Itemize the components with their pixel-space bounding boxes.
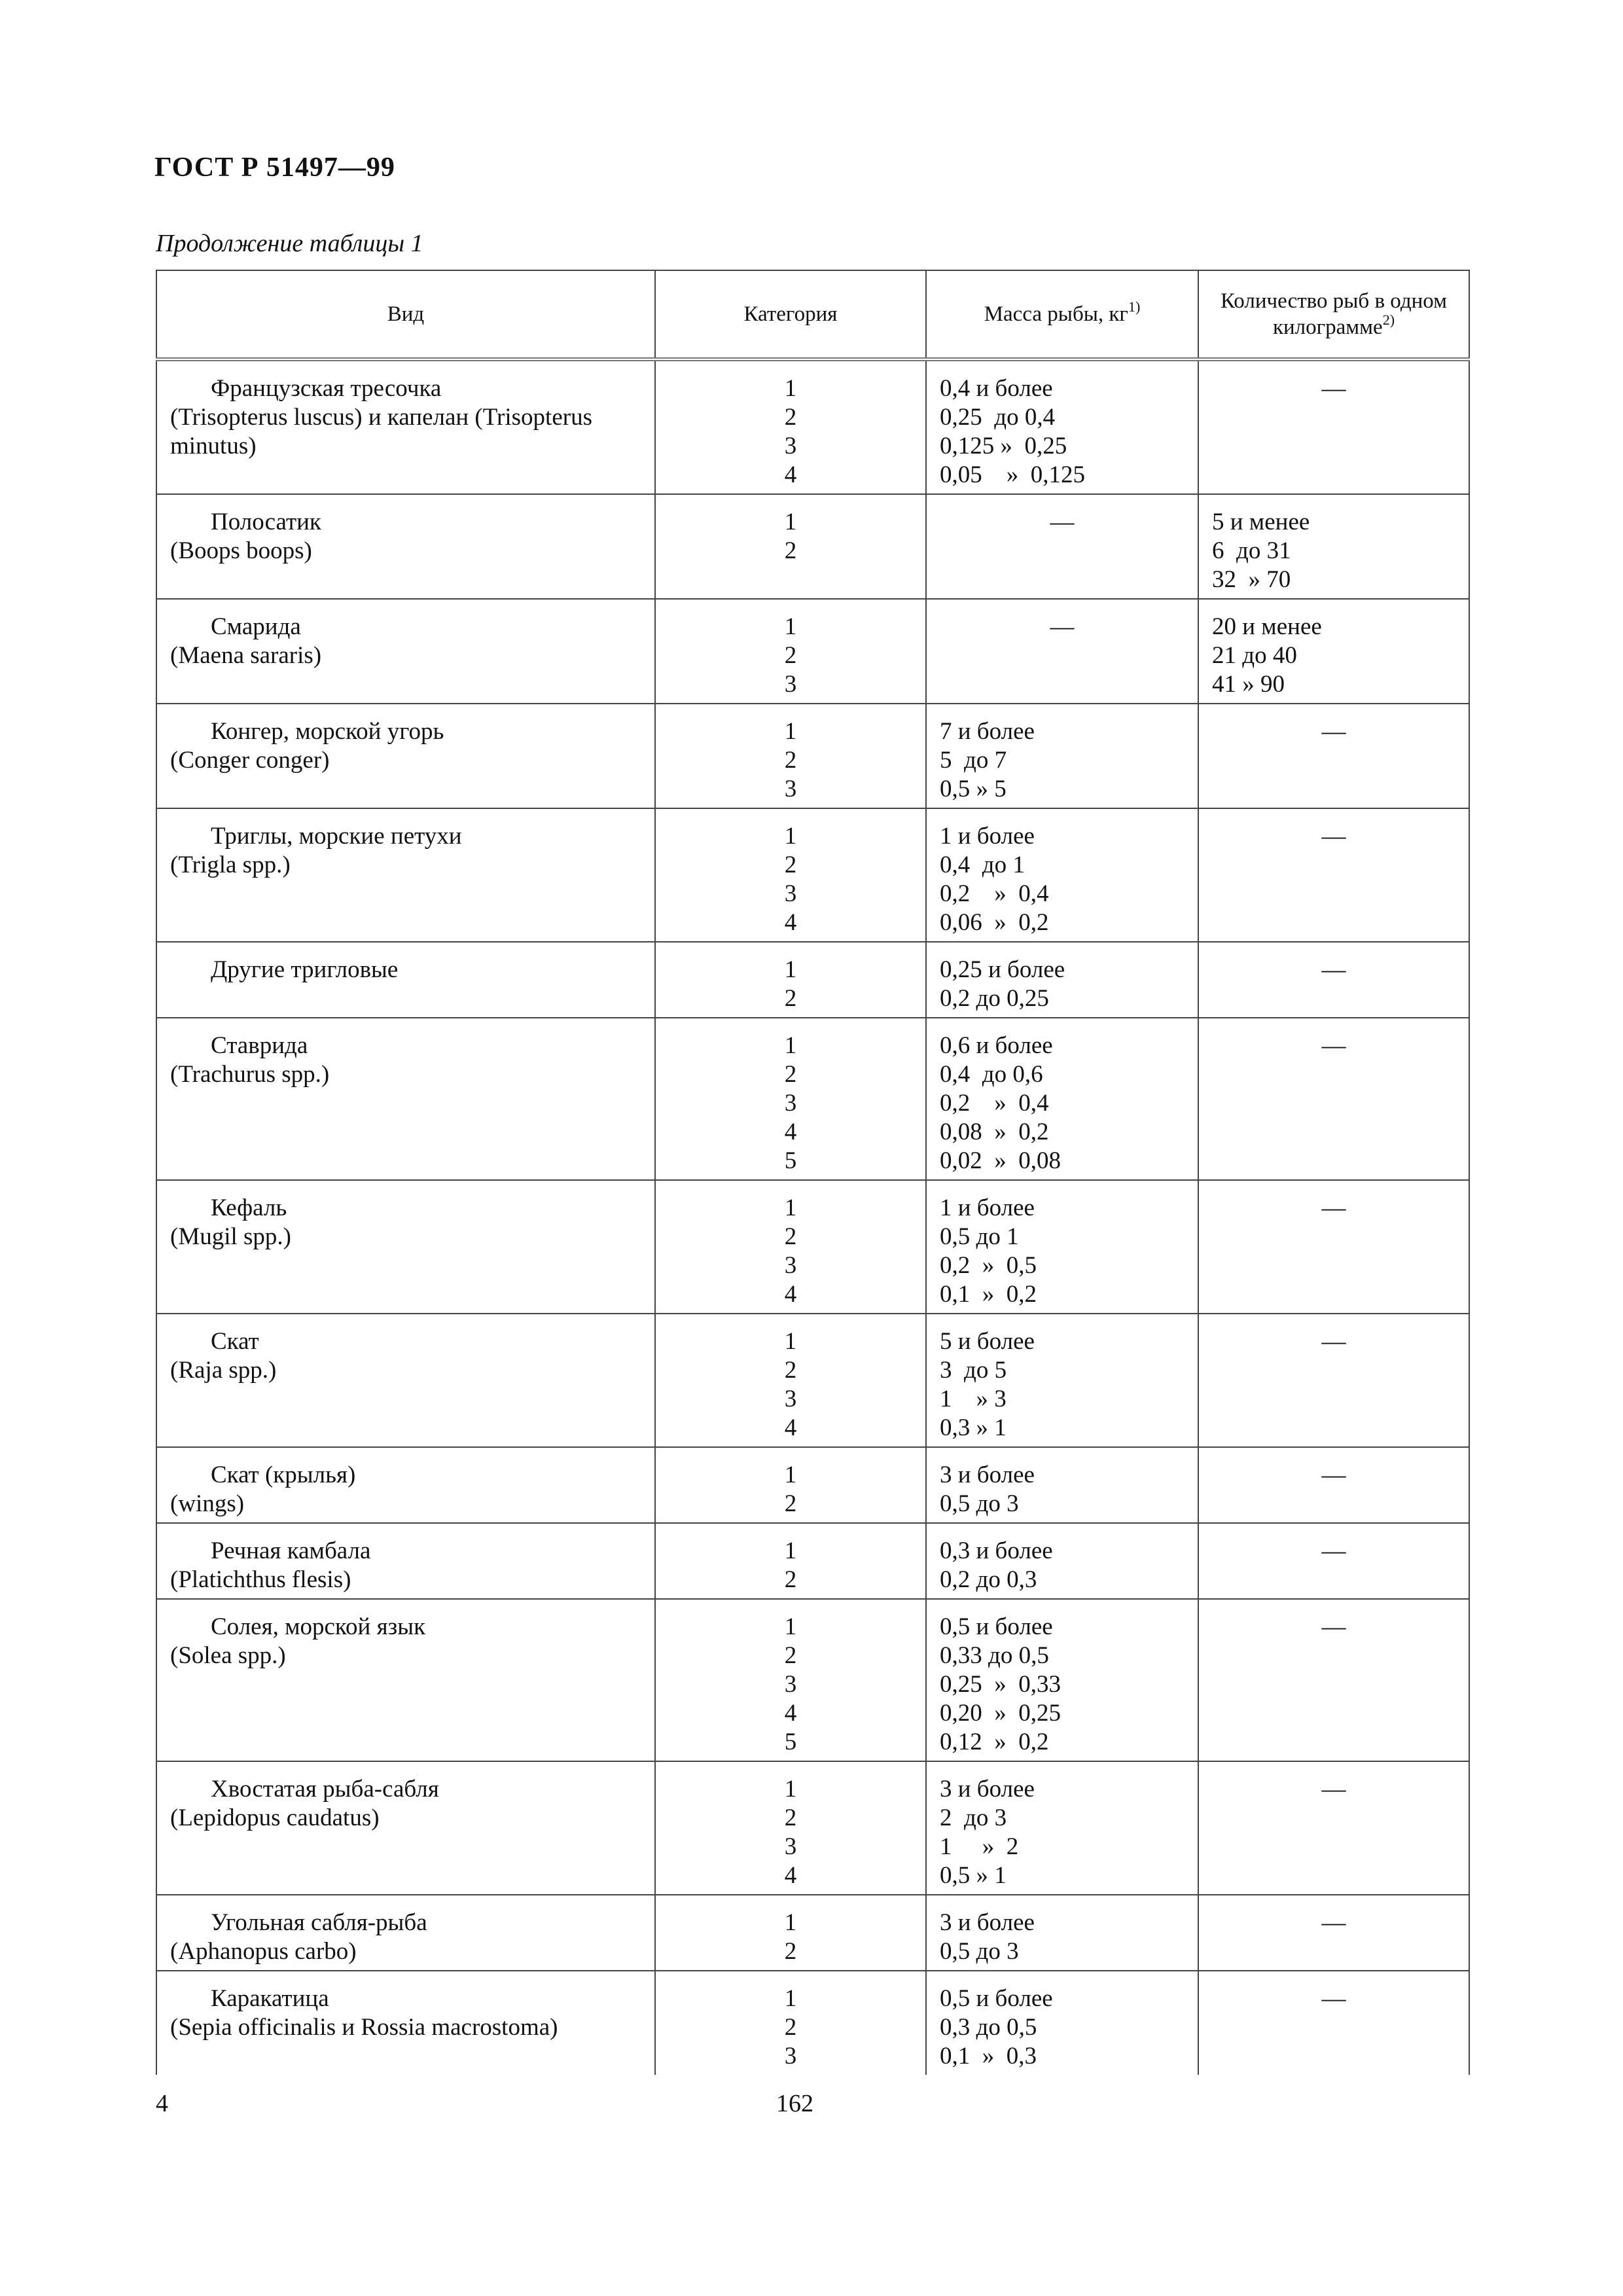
species-latin-name: (Maena sararis) bbox=[170, 642, 322, 669]
count-dash-cell bbox=[1198, 1447, 1469, 1523]
category-value: 5 bbox=[784, 1729, 797, 1755]
page-number-left: 4 bbox=[156, 2090, 168, 2117]
category-value: 2 bbox=[784, 1357, 797, 1384]
species-name: Полосатик bbox=[211, 509, 321, 535]
table-row bbox=[156, 359, 1469, 494]
species-name: Смарида bbox=[211, 613, 301, 640]
count-dash-cell bbox=[1198, 942, 1469, 1018]
mass-range: 0,2 до 0,25 bbox=[940, 985, 1049, 1012]
category-value: 4 bbox=[784, 1281, 797, 1308]
count-dash-cell bbox=[1198, 359, 1469, 494]
column-header-species: Вид bbox=[156, 270, 655, 359]
mass-range: 0,05 » 0,125 bbox=[940, 461, 1085, 488]
mass-cell bbox=[926, 1761, 1198, 1895]
species-name: Конгер, морской угорь bbox=[211, 718, 444, 745]
species-latin-name: (Boops boops) bbox=[170, 537, 312, 564]
mass-range: 0,02 » 0,08 bbox=[940, 1147, 1061, 1174]
table-row bbox=[156, 1447, 1469, 1523]
category-value: 1 bbox=[784, 956, 797, 983]
mass-range: 0,4 до 1 bbox=[940, 852, 1025, 878]
mass-cell bbox=[926, 1180, 1198, 1314]
species-name: Скат (крылья) bbox=[211, 1462, 356, 1488]
category-value: 2 bbox=[784, 404, 797, 431]
species-cell bbox=[156, 1018, 655, 1180]
table-row bbox=[156, 1895, 1469, 1971]
empty-dash: — bbox=[1321, 1032, 1346, 1059]
table-row bbox=[156, 942, 1469, 1018]
species-cell bbox=[156, 704, 655, 808]
column-header-count: Количество рыб в одном килограмме$^{2)}$ bbox=[1198, 270, 1469, 359]
category-value: 2 bbox=[784, 985, 797, 1012]
count-dash-cell bbox=[1198, 704, 1469, 808]
table-header-row bbox=[156, 270, 1469, 359]
count-dash-cell bbox=[1198, 1599, 1469, 1761]
species-name: Солея, морской язык bbox=[211, 1613, 426, 1640]
mass-range: 5 и более bbox=[940, 1328, 1035, 1355]
category-cell bbox=[655, 359, 926, 494]
category-value: 3 bbox=[784, 1252, 797, 1279]
species-name: Угольная сабля-рыба bbox=[211, 1909, 427, 1936]
species-latin-name: (Raja spp.) bbox=[170, 1357, 277, 1384]
mass-range: 0,1 » 0,2 bbox=[940, 1281, 1037, 1308]
category-value: 3 bbox=[784, 880, 797, 907]
category-value: 1 bbox=[784, 1032, 797, 1059]
mass-range: 3 и более bbox=[940, 1776, 1035, 1803]
category-value: 3 bbox=[784, 1833, 797, 1860]
species-cell bbox=[156, 1314, 655, 1447]
species-cell bbox=[156, 1523, 655, 1599]
mass-range: 0,12 » 0,2 bbox=[940, 1729, 1049, 1755]
table-row bbox=[156, 1523, 1469, 1599]
category-value: 3 bbox=[784, 776, 797, 802]
category-value: 1 bbox=[784, 509, 797, 535]
mass-cell bbox=[926, 1971, 1198, 2075]
species-latin-name: (Trigla spp.) bbox=[170, 852, 291, 878]
mass-range: 0,33 до 0,5 bbox=[940, 1642, 1049, 1669]
mass-cell bbox=[926, 704, 1198, 808]
count-range: 32 » 70 bbox=[1212, 566, 1291, 593]
empty-dash: — bbox=[1321, 1194, 1346, 1221]
species-latin-name: (Sepia officinalis и Rossia macrostoma) bbox=[170, 2014, 558, 2041]
species-cell bbox=[156, 942, 655, 1018]
empty-dash: — bbox=[1321, 718, 1346, 745]
category-cell bbox=[655, 942, 926, 1018]
mass-range: 0,5 до 1 bbox=[940, 1223, 1019, 1250]
mass-range: 1 » 3 bbox=[940, 1386, 1007, 1412]
mass-range: 0,25 » 0,33 bbox=[940, 1671, 1061, 1698]
mass-dash-cell bbox=[926, 494, 1198, 599]
species-latin-name: (Platichthus flesis) bbox=[170, 1566, 351, 1593]
mass-range: 0,2 » 0,4 bbox=[940, 1090, 1049, 1117]
table-body bbox=[156, 359, 1469, 2075]
count-range: 41 » 90 bbox=[1212, 671, 1285, 698]
mass-range: 0,08 » 0,2 bbox=[940, 1119, 1049, 1145]
species-cell bbox=[156, 1761, 655, 1895]
count-range: 5 и менее bbox=[1212, 509, 1310, 535]
mass-range: 0,3 до 0,5 bbox=[940, 2014, 1037, 2041]
count-dash-cell bbox=[1198, 1314, 1469, 1447]
table-caption: Продолжение таблицы 1 bbox=[156, 230, 423, 257]
species-cell bbox=[156, 1599, 655, 1761]
footnote-marker: 2) bbox=[1382, 312, 1395, 328]
category-value: 1 bbox=[784, 1194, 797, 1221]
category-cell bbox=[655, 1895, 926, 1971]
species-name: Хвостатая рыба-сабля bbox=[211, 1776, 439, 1803]
empty-dash: — bbox=[1321, 1985, 1346, 2012]
mass-range: 0,25 и более bbox=[940, 956, 1065, 983]
mass-cell bbox=[926, 942, 1198, 1018]
category-cell bbox=[655, 494, 926, 599]
species-cell bbox=[156, 359, 655, 494]
species-latin-name: (Aphanopus carbo) bbox=[170, 1938, 357, 1965]
category-value: 2 bbox=[784, 747, 797, 774]
empty-dash: — bbox=[1321, 1909, 1346, 1936]
mass-cell bbox=[926, 1314, 1198, 1447]
count-cell bbox=[1198, 494, 1469, 599]
species-cell bbox=[156, 808, 655, 942]
mass-dash-cell bbox=[926, 599, 1198, 704]
count-range: 21 до 40 bbox=[1212, 642, 1297, 669]
species-latin-name: (Conger conger) bbox=[170, 747, 330, 774]
count-dash-cell bbox=[1198, 1180, 1469, 1314]
count-dash-cell bbox=[1198, 1895, 1469, 1971]
category-value: 1 bbox=[784, 823, 797, 850]
category-cell bbox=[655, 1018, 926, 1180]
empty-dash: — bbox=[1321, 1613, 1346, 1640]
mass-range: 0,25 до 0,4 bbox=[940, 404, 1056, 431]
table-row bbox=[156, 1314, 1469, 1447]
mass-range: 0,125 » 0,25 bbox=[940, 433, 1067, 459]
empty-dash: — bbox=[1321, 956, 1346, 983]
table-row bbox=[156, 1599, 1469, 1761]
empty-dash: — bbox=[1321, 1462, 1346, 1488]
species-name: Французская тресочка bbox=[211, 375, 442, 402]
table-row bbox=[156, 494, 1469, 599]
category-value: 5 bbox=[784, 1147, 797, 1174]
mass-range: 1 и более bbox=[940, 823, 1035, 850]
mass-cell bbox=[926, 1599, 1198, 1761]
mass-range: 0,5 и более bbox=[940, 1985, 1053, 2012]
mass-range: 0,5 » 1 bbox=[940, 1862, 1007, 1889]
category-value: 1 bbox=[784, 1776, 797, 1803]
category-value: 4 bbox=[784, 1862, 797, 1889]
species-latin-name: (wings) bbox=[170, 1490, 245, 1517]
mass-range: 0,5 » 5 bbox=[940, 776, 1007, 802]
mass-range: 0,06 » 0,2 bbox=[940, 909, 1049, 936]
category-value: 1 bbox=[784, 613, 797, 640]
mass-range: 3 и более bbox=[940, 1909, 1035, 1936]
mass-cell bbox=[926, 1523, 1198, 1599]
mass-range: 2 до 3 bbox=[940, 1804, 1007, 1831]
mass-range: 0,5 до 3 bbox=[940, 1938, 1019, 1965]
category-cell bbox=[655, 599, 926, 704]
species-name: Триглы, морские петухи bbox=[211, 823, 462, 850]
empty-dash: — bbox=[1321, 1776, 1346, 1803]
mass-range: 0,2 » 0,4 bbox=[940, 880, 1049, 907]
footnote-marker: 1) bbox=[1128, 298, 1141, 315]
empty-dash: — bbox=[1050, 613, 1075, 640]
category-value: 3 bbox=[784, 1386, 797, 1412]
category-value: 2 bbox=[784, 642, 797, 669]
table-row bbox=[156, 599, 1469, 704]
category-value: 1 bbox=[784, 1537, 797, 1564]
category-value: 2 bbox=[784, 1490, 797, 1517]
count-dash-cell bbox=[1198, 1523, 1469, 1599]
empty-dash: — bbox=[1321, 1328, 1346, 1355]
page-number-center: 162 bbox=[776, 2090, 813, 2117]
category-cell bbox=[655, 808, 926, 942]
species-name: Скат bbox=[211, 1328, 259, 1355]
count-dash-cell bbox=[1198, 1971, 1469, 2075]
table-row bbox=[156, 1761, 1469, 1895]
category-value: 3 bbox=[784, 1671, 797, 1698]
empty-dash: — bbox=[1321, 1537, 1346, 1564]
species-name: Каракатица bbox=[211, 1985, 329, 2012]
species-cell bbox=[156, 1180, 655, 1314]
category-value: 1 bbox=[784, 718, 797, 745]
category-cell bbox=[655, 1599, 926, 1761]
category-value: 2 bbox=[784, 537, 797, 564]
mass-range: 0,4 и более bbox=[940, 375, 1053, 402]
mass-cell bbox=[926, 1447, 1198, 1523]
species-cell bbox=[156, 1447, 655, 1523]
count-dash-cell bbox=[1198, 1761, 1469, 1895]
table-row bbox=[156, 704, 1469, 808]
category-value: 4 bbox=[784, 461, 797, 488]
mass-range: 1 » 2 bbox=[940, 1833, 1019, 1860]
category-value: 2 bbox=[784, 1061, 797, 1088]
species-latin-name: (Solea spp.) bbox=[170, 1642, 286, 1669]
category-value: 2 bbox=[784, 1642, 797, 1669]
empty-dash: — bbox=[1050, 509, 1075, 535]
category-value: 2 bbox=[784, 852, 797, 878]
table-row bbox=[156, 808, 1469, 942]
category-value: 4 bbox=[784, 1414, 797, 1441]
category-cell bbox=[655, 1971, 926, 2075]
mass-cell bbox=[926, 808, 1198, 942]
column-header-mass: Масса рыбы, $кг^{1)}$ bbox=[926, 270, 1198, 359]
mass-range: 0,3 » 1 bbox=[940, 1414, 1007, 1441]
category-cell bbox=[655, 1761, 926, 1895]
species-latin-name: (Mugil spp.) bbox=[170, 1223, 291, 1250]
category-value: 1 bbox=[784, 1985, 797, 2012]
mass-range: 0,2 » 0,5 bbox=[940, 1252, 1037, 1279]
category-cell bbox=[655, 1447, 926, 1523]
category-value: 3 bbox=[784, 433, 797, 459]
category-cell bbox=[655, 1180, 926, 1314]
species-name: Другие тригловые bbox=[211, 956, 399, 983]
category-value: 1 bbox=[784, 1909, 797, 1936]
empty-dash: — bbox=[1321, 823, 1346, 850]
category-value: 4 bbox=[784, 909, 797, 936]
category-value: 1 bbox=[784, 1328, 797, 1355]
species-name: Речная камбала bbox=[211, 1537, 371, 1564]
mass-cell bbox=[926, 1895, 1198, 1971]
category-value: 3 bbox=[784, 671, 797, 698]
category-value: 2 bbox=[784, 1804, 797, 1831]
category-value: 3 bbox=[784, 1090, 797, 1117]
mass-range: 0,5 до 3 bbox=[940, 1490, 1019, 1517]
species-name: Ставрида bbox=[211, 1032, 308, 1059]
count-range: 20 и менее bbox=[1212, 613, 1322, 640]
table-row bbox=[156, 1018, 1469, 1180]
category-value: 3 bbox=[784, 2043, 797, 2070]
mass-range: 1 и более bbox=[940, 1194, 1035, 1221]
species-name: Кефаль bbox=[211, 1194, 287, 1221]
column-header-category: Категория bbox=[655, 270, 926, 359]
count-dash-cell bbox=[1198, 808, 1469, 942]
category-value: 2 bbox=[784, 1223, 797, 1250]
count-cell bbox=[1198, 599, 1469, 704]
category-value: 1 bbox=[784, 1613, 797, 1640]
mass-range: 3 и более bbox=[940, 1462, 1035, 1488]
species-cell bbox=[156, 599, 655, 704]
category-cell bbox=[655, 704, 926, 808]
category-value: 4 bbox=[784, 1119, 797, 1145]
species-latin-name: (Trachurus spp.) bbox=[170, 1061, 330, 1088]
species-latin-name: (Trisopterus luscus) и капелан (Trisopterus minutus) bbox=[170, 404, 592, 459]
category-value: 2 bbox=[784, 2014, 797, 2041]
mass-range: 0,2 до 0,3 bbox=[940, 1566, 1037, 1593]
category-value: 1 bbox=[784, 1462, 797, 1488]
mass-cell bbox=[926, 359, 1198, 494]
species-cell bbox=[156, 494, 655, 599]
mass-range: 5 до 7 bbox=[940, 747, 1007, 774]
mass-range: 0,5 и более bbox=[940, 1613, 1053, 1640]
empty-dash: — bbox=[1321, 375, 1346, 402]
mass-range: 7 и более bbox=[940, 718, 1035, 745]
species-latin-name: (Lepidopus caudatus) bbox=[170, 1804, 380, 1831]
mass-range: 0,1 » 0,3 bbox=[940, 2043, 1037, 2070]
count-dash-cell bbox=[1198, 1018, 1469, 1180]
category-value: 2 bbox=[784, 1938, 797, 1965]
category-value: 1 bbox=[784, 375, 797, 402]
category-cell bbox=[655, 1523, 926, 1599]
species-cell bbox=[156, 1895, 655, 1971]
mass-range: 0,4 до 0,6 bbox=[940, 1061, 1043, 1088]
table-row bbox=[156, 1180, 1469, 1314]
mass-range: 3 до 5 bbox=[940, 1357, 1007, 1384]
table-row bbox=[156, 1971, 1469, 2075]
count-range: 6 до 31 bbox=[1212, 537, 1291, 564]
document-title: ГОСТ Р 51497—99 bbox=[154, 152, 395, 183]
mass-range: 0,20 » 0,25 bbox=[940, 1700, 1061, 1727]
mass-range: 0,3 и более bbox=[940, 1537, 1053, 1564]
category-value: 4 bbox=[784, 1700, 797, 1727]
category-cell bbox=[655, 1314, 926, 1447]
species-cell bbox=[156, 1971, 655, 2075]
mass-range: 0,6 и более bbox=[940, 1032, 1053, 1059]
category-value: 2 bbox=[784, 1566, 797, 1593]
fish-grading-table bbox=[156, 270, 1470, 2075]
mass-cell bbox=[926, 1018, 1198, 1180]
